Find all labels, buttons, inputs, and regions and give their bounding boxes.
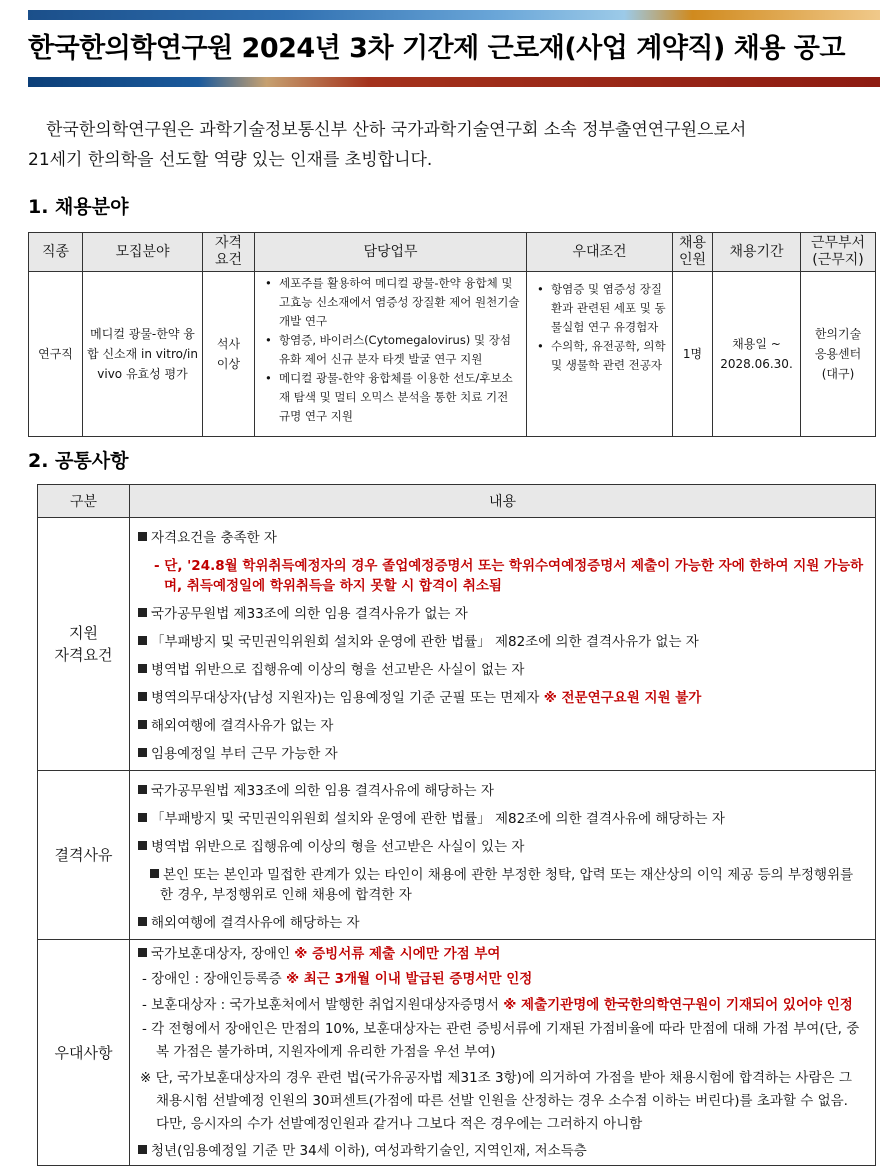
list-item: - 장애인 : 장애인등록증 bbox=[142, 971, 282, 987]
list-item: 「부패방지 및 국민권익위원회 설치와 운영에 관한 법률」 제82조에 의한 결격사유에 해당하는 자 bbox=[151, 811, 725, 827]
category-cell: 결격사유 bbox=[38, 771, 130, 940]
bullet-square-icon bbox=[138, 636, 147, 645]
qualification-cell: 석사 이상 bbox=[203, 272, 255, 437]
list-item-note: ※ 전문연구요원 지원 불가 bbox=[543, 690, 702, 706]
table-row bbox=[29, 272, 876, 437]
list-item: - 보훈대상자 : 국가보훈처에서 발행한 취업지원대상자증명서 bbox=[142, 997, 499, 1013]
header-bar-bottom bbox=[28, 77, 880, 87]
eligibility-content bbox=[130, 518, 876, 771]
page-title: 한국한의학연구원 2024년 3차 기간제 근로재(사업 계약직) 채용 공고 bbox=[28, 33, 845, 64]
header-cell: 모집분야 bbox=[83, 233, 203, 272]
bullet-square-icon bbox=[138, 1145, 147, 1154]
list-item: 본인 또는 본인과 밀접한 관계가 있는 타인이 채용에 관한 부정한 청탁, 압력 또는 재산상의 이익 제공 등의 부정행위를 한 경우, 부정행위로 인해 채용에 합격한 자 bbox=[160, 867, 854, 903]
table-row-eligibility bbox=[38, 518, 876, 771]
job-type-cell: 연구직 bbox=[29, 272, 83, 437]
list-item: 병역법 위반으로 집행유예 이상의 형을 선고받은 사실이 있는 자 bbox=[151, 839, 525, 855]
list-item: 국가공무원법 제33조에 의한 임용 결격사유가 없는 자 bbox=[151, 606, 468, 622]
list-item: ※ 단, 국가보훈대상자의 경우 관련 법(국가유공자법 제31조 3항)에 의거하여 가점을 받아 채용시험에 합격하는 사람은 그 채용시험 선발예정 인원의 30퍼센트(가점에 따른 선발 인원을 산정하는 경우 소수점 이하는 버린다)를 초과할 수 없음. 다만, 응시자의 수가 선발예정인원과 같거나 그보다 적은 경우에는 그러하지 아니함 bbox=[140, 1070, 852, 1132]
preferences-cell bbox=[527, 272, 673, 437]
table-header-row bbox=[38, 485, 876, 518]
list-item: 청년(임용예정일 기준 만 34세 이하), 여성과학기술인, 지역인재, 저소득층 bbox=[151, 1143, 587, 1159]
duty-item: • 항염증, 바이러스(Cytomegalovirus) 및 장섬유화 제어 신규 분자 타겟 발굴 연구 지원 bbox=[263, 331, 520, 369]
header-cell: 채용기간 bbox=[713, 233, 801, 272]
header-cell: 직종 bbox=[29, 233, 83, 272]
bullet-square-icon bbox=[138, 748, 147, 757]
list-item: 자격요건을 충족한 자 bbox=[151, 530, 277, 546]
header-cell: 자격 요건 bbox=[203, 233, 255, 272]
bullet-square-icon bbox=[138, 785, 147, 794]
list-item-note: ※ 증빙서류 제출 시에만 가점 부여 bbox=[294, 946, 501, 962]
bullet-square-icon bbox=[138, 692, 147, 701]
preference-item: • 수의학, 유전공학, 의학 및 생물학 관련 전공자 bbox=[535, 337, 666, 375]
header-cell: 우대조건 bbox=[527, 233, 673, 272]
list-item: 해외여행에 결격사유에 해당하는 자 bbox=[151, 915, 360, 931]
list-item: 국가공무원법 제33조에 의한 임용 결격사유에 해당하는 자 bbox=[151, 783, 494, 799]
bullet-square-icon bbox=[138, 948, 147, 957]
bullet-square-icon bbox=[138, 841, 147, 850]
header-cell: 구분 bbox=[38, 485, 130, 518]
preferential-content bbox=[130, 940, 876, 1166]
section-heading-common: 2. 공통사항 bbox=[28, 450, 129, 472]
table-row-preferential bbox=[38, 940, 876, 1166]
header-cell: 내용 bbox=[130, 485, 876, 518]
list-item: 국가보훈대상자, 장애인 bbox=[151, 946, 290, 962]
table-header-row bbox=[29, 233, 876, 272]
disqualification-content bbox=[130, 771, 876, 940]
preference-item: • 항염증 및 염증성 장질환과 관련된 세포 및 동물실험 연구 유경험자 bbox=[535, 280, 666, 337]
header-cell: 채용 인원 bbox=[673, 233, 713, 272]
intro-line: 한국한의학연구원은 과학기술정보통신부 산하 국가과학기술연구회 소속 정부출연연구원으로서 bbox=[46, 120, 747, 140]
duty-item: • 메디컬 광물-한약 융합체를 이용한 선도/후보소재 탐색 및 멀티 오믹스 분석을 통한 치료 기전 규명 연구 지원 bbox=[263, 369, 520, 426]
bullet-square-icon bbox=[138, 608, 147, 617]
list-item: 병역법 위반으로 집행유예 이상의 형을 선고받은 사실이 없는 자 bbox=[151, 662, 525, 678]
recruitment-table bbox=[28, 232, 876, 437]
list-item-note: ※ 제출기관명에 한국한의학연구원이 기재되어 있어야 인정 bbox=[503, 997, 853, 1013]
duties-cell bbox=[255, 272, 527, 437]
bullet-square-icon bbox=[150, 869, 159, 878]
period-cell: 채용일 ~ 2028.06.30. bbox=[713, 272, 801, 437]
header-cell: 근무부서 (근무지) bbox=[801, 233, 876, 272]
section-heading-recruitment: 1. 채용분야 bbox=[28, 196, 129, 218]
bullet-square-icon bbox=[138, 917, 147, 926]
list-item: 해외여행에 결격사유가 없는 자 bbox=[151, 718, 334, 734]
duty-item: • 세포주를 활용하여 메디컬 광물-한약 융합체 및 고효능 신소재에서 염증성 장질환 제어 원천기술 개발 연구 bbox=[263, 274, 520, 331]
bullet-square-icon bbox=[138, 664, 147, 673]
list-item: - 각 전형에서 장애인은 만점의 10%, 보훈대상자는 관련 증빙서류에 기재된 가점비율에 따라 만점에 대해 가점 부여(단, 중복 가점은 불가하며, 지원자에게 유리한 가점을 우선 부여) bbox=[142, 1021, 860, 1060]
department-cell: 한의기술 응용센터 (대구) bbox=[801, 272, 876, 437]
headcount-cell: 1명 bbox=[673, 272, 713, 437]
table-row-disqualification bbox=[38, 771, 876, 940]
intro-line: 21세기 한의학을 선도할 역량 있는 인재를 초빙합니다. bbox=[28, 150, 433, 170]
list-item: 병역의무대상자(남성 지원자)는 임용예정일 기준 군필 또는 면제자 bbox=[151, 690, 540, 706]
header-cell: 담당업무 bbox=[255, 233, 527, 272]
field-cell: 메디컬 광물-한약 융합 신소재 in vitro/in vivo 유효성 평가 bbox=[83, 272, 203, 437]
header-bar-top bbox=[28, 10, 880, 20]
list-item: 「부패방지 및 국민권익위원회 설치와 운영에 관한 법률」 제82조에 의한 결격사유가 없는 자 bbox=[151, 634, 699, 650]
intro-paragraph bbox=[28, 115, 878, 175]
common-requirements-table bbox=[37, 484, 876, 1166]
category-cell: 지원 자격요건 bbox=[38, 518, 130, 771]
bullet-square-icon bbox=[138, 813, 147, 822]
category-cell: 우대사항 bbox=[38, 940, 130, 1166]
bullet-square-icon bbox=[138, 720, 147, 729]
bullet-square-icon bbox=[138, 532, 147, 541]
list-item-note: ※ 최근 3개월 이내 발급된 증명서만 인정 bbox=[285, 971, 533, 987]
list-item: 임용예정일 부터 근무 가능한 자 bbox=[151, 746, 338, 762]
list-item: - 단, '24.8월 학위취득예정자의 경우 졸업예정증명서 또는 학위수여예정증명서 제출이 가능한 자에 한하여 지원 가능하며, 취득예정일에 학위취득을 하지 못할 시 합격이 취소됨 bbox=[154, 558, 864, 594]
